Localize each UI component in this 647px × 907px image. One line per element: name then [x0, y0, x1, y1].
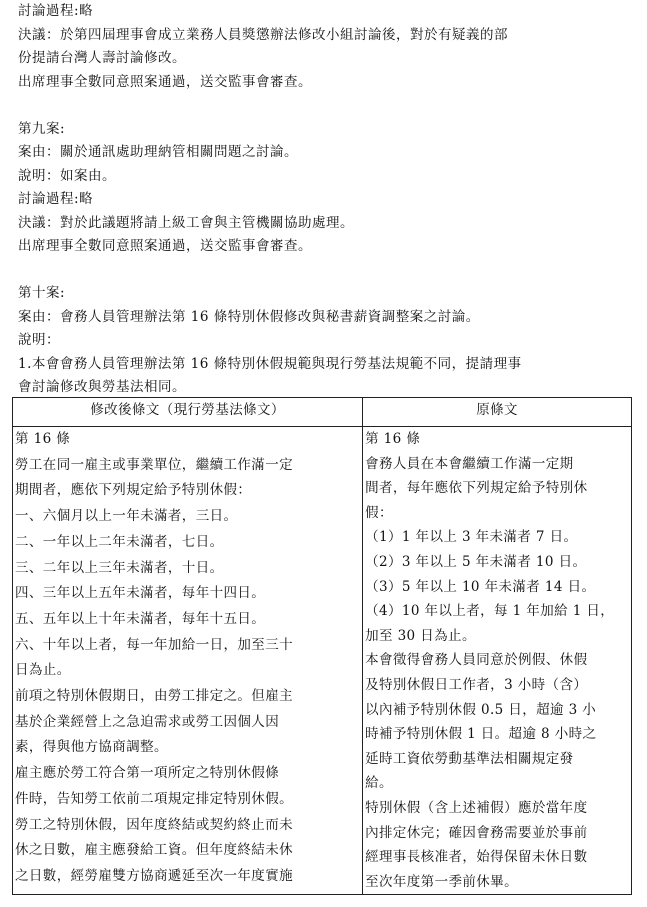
- original-text-cell: [363, 427, 632, 895]
- amended-line: 五、五年以上十年未滿者，每年十五日。: [15, 610, 266, 627]
- amended-line: 六、十年以上者，每一年加給一日，加至三十: [15, 636, 293, 653]
- original-line: 特別休假（含上述補假）應於當年度: [365, 799, 588, 816]
- case9-reason: 案由：關於通訊處助理納管相關問題之討論。: [18, 144, 298, 160]
- table-header-row: [13, 398, 632, 427]
- original-line: （3）5 年以上 10 年未滿者 14 日。: [365, 578, 596, 595]
- original-line: 經理事長核准者，始得保留未休日數: [365, 849, 588, 866]
- document-body: [18, 0, 628, 400]
- case10-item1-line2: 會討論修改與勞基法相同。: [18, 379, 186, 395]
- header-original: 原條文: [363, 398, 632, 427]
- amended-line: 日為止。: [15, 662, 71, 679]
- amended-line: 四、三年以上五年未滿者，每年十四日。: [15, 585, 266, 602]
- original-line: 至次年度第一季前休畢。: [365, 873, 518, 890]
- spacer: [18, 94, 628, 118]
- amended-line: 素，得與他方協商調整。: [15, 739, 168, 756]
- amended-line: 之日數，經勞雇雙方協商遞延至次一年度實施: [15, 867, 293, 884]
- amended-line: 一、六個月以上一年未滿者，三日。: [15, 508, 238, 525]
- case9-note: 說明：如案由。: [18, 167, 116, 184]
- original-line: （1）1 年以上 3 年未滿者 7 日。: [365, 529, 578, 546]
- case10-item1-line1: 1.本會會務人員管理辦法第 16 條特別休假規範與現行勞基法規範不同，提請理事: [18, 355, 522, 372]
- amended-text-cell: [13, 427, 363, 895]
- comparison-table: [12, 397, 632, 895]
- case10-note: 說明：: [18, 332, 60, 348]
- spacer: [18, 259, 628, 283]
- original-line: 以內補予特別休假 0.5 日，超逾 3 小: [365, 701, 597, 718]
- original-line: 會務人員在本會繼續工作滿一定期: [365, 455, 574, 472]
- amended-line: 第 16 條: [15, 431, 71, 447]
- amended-line: 二、一年以上二年未滿者，七日。: [15, 533, 224, 550]
- original-line: 時補予特別休假 1 日。超逾 8 小時之: [365, 726, 597, 743]
- original-line: 本會徵得會務人員同意於例假、休假: [365, 652, 588, 669]
- case10-reason: 案由：會務人員管理辦法第 16 條特別休假修改與秘書薪資調整案之討論。: [18, 308, 480, 325]
- original-line: （2）3 年以上 5 年未滿者 10 日。: [365, 553, 587, 570]
- original-line: 假：: [365, 504, 393, 521]
- amended-line: 三、二年以上三年未滿者，十日。: [15, 559, 224, 576]
- case10-title: 第十案:: [18, 285, 66, 301]
- header-amended: 修改後條文（現行勞基法條文）: [13, 398, 363, 427]
- original-line: 及特別休假日工作者，3 小時（含）: [365, 676, 588, 693]
- resolution-line-2: 份提請台灣人壽討論修改。: [18, 50, 186, 66]
- amended-line: 件時，告知勞工依前二項規定排定特別休假。: [15, 790, 293, 807]
- original-line: 第 16 條: [365, 431, 421, 447]
- amended-line: 休之日數，雇主應發給工資。但年度終結未休: [15, 842, 293, 859]
- original-line: 延時工資依勞動基準法相關規定發: [365, 750, 574, 767]
- original-line: 內排定休完；確因會務需要並於事前: [365, 824, 588, 841]
- amended-line: 勞工之特別休假，因年度終結或契約終止而未: [15, 816, 293, 833]
- amended-line: 前項之特別休假期日，由勞工排定之。但雇主: [15, 688, 293, 705]
- process-line: 討論過程:略: [18, 3, 94, 19]
- amended-line: 雇主應於勞工符合第一項所定之特別休假條: [15, 765, 280, 782]
- original-line: 間者，每年應依下列規定給予特別休: [365, 480, 588, 497]
- resolution-line-1: 決議：於第四屆理事會成立業務人員獎懲辦法修改小組討論後，對於有疑義的部: [18, 26, 508, 43]
- amended-line: 勞工在同一雇主或事業單位，繼續工作滿一定: [15, 456, 293, 473]
- result-line: 出席理事全數同意照案通過，送交監事會審查。: [18, 73, 312, 90]
- original-line: 給。: [365, 775, 393, 792]
- case9-resolution: 決議：對於此議題將請上級工會與主管機關協助處理。: [18, 214, 354, 231]
- case9-process: 討論過程:略: [18, 191, 94, 207]
- amended-line: 期間者，應依下列規定給予特別休假：: [15, 482, 252, 499]
- amended-line: 基於企業經營上之急迫需求或勞工因個人因: [15, 713, 280, 730]
- case9-result: 出席理事全數同意照案通過，送交監事會審查。: [18, 238, 312, 254]
- original-line: （4）10 年以上者，每 1 年加給 1 日，: [365, 603, 615, 620]
- case9-title: 第九案:: [18, 120, 66, 137]
- table-row: [13, 427, 632, 895]
- original-line: 加至 30 日為止。: [365, 627, 476, 644]
